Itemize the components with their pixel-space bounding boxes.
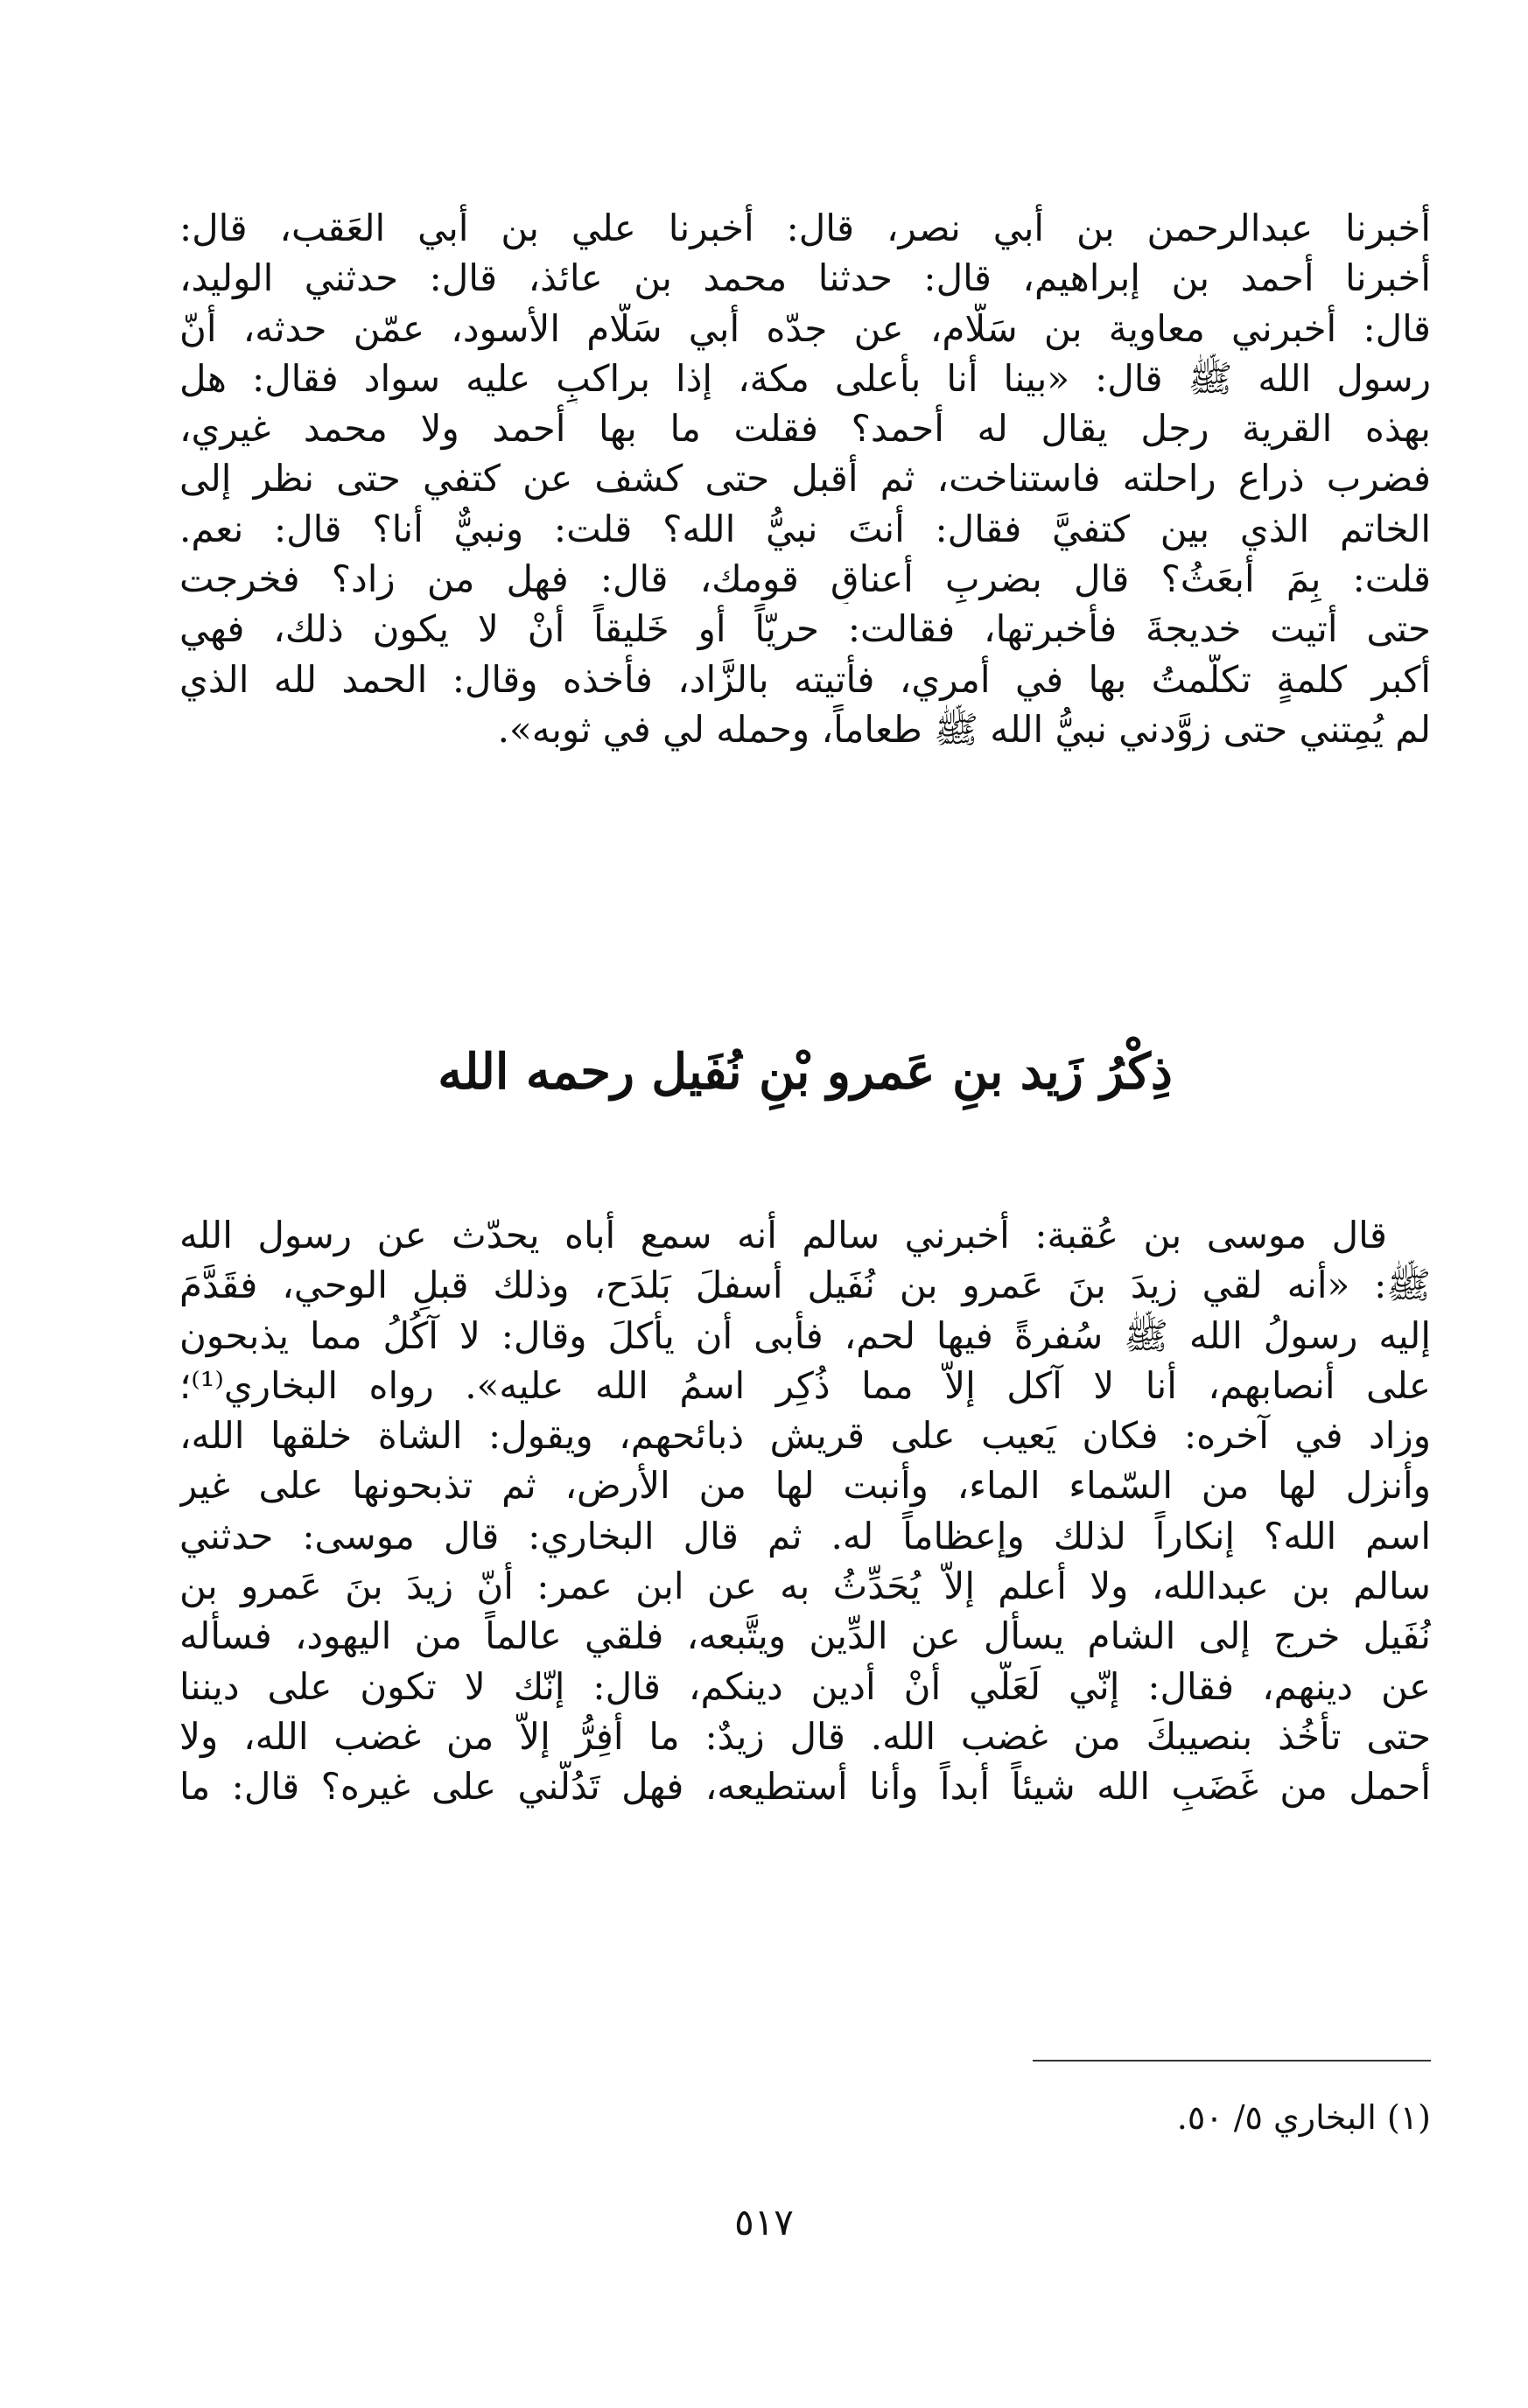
- text-line: فضرب ذراع راحلته فاستناخت، ثم أقبل حتى كشف عن كتفي حتى نظر إلى: [179, 457, 1431, 500]
- text-line: الخاتم الذي بين كتفيَّ فقال: أنتَ نبيُّ الله؟ قلت: ونبيٌّ أنا؟ قال: نعم.: [179, 507, 1431, 550]
- text-line: أخبرنا أحمد بن إبراهيم، قال: حدثنا محمد بن عائذ، قال: حدثني الوليد،: [179, 256, 1431, 300]
- footnote-divider: [1033, 2060, 1431, 2062]
- text-line: قال موسى بن عُقبة: أخبرني سالم أنه سمع أباه يحدّث عن رسول الله: [179, 1214, 1387, 1256]
- text-line: عن دينهم، فقال: إنّي لَعَلّي أنْ أدين دينكم، قال: إنّك لا تكون على ديننا: [179, 1664, 1431, 1708]
- text-line: حتى أتيت خديجةَ فأخبرتها، فقالت: حريّاً أو خَليقاً أنْ لا يكون ذلك، فهي: [179, 607, 1431, 651]
- text-line: ﷺ: «أنه لقي زيدَ بنَ عَمرو بن نُفَيل أسفلَ بَلدَح، وذلك قبلِ الوحي، فقَدَّمَ: [179, 1264, 1431, 1307]
- text-line: بهذه القرية رجل يقال له أحمد؟ فقلت ما بها أحمد ولا محمد غيري،: [179, 407, 1431, 451]
- footnote: (١) البخاري ٥/ ٥٠.: [1176, 2098, 1431, 2137]
- text-line: أخبرنا عبدالرحمن بن أبي نصر، قال: أخبرنا علي بن أبي العَقب، قال:: [179, 206, 1431, 249]
- text-line: قلت: بِمَ أُبعَثُ؟ قال بضربِ أعناقِ قومك، قال: فهل من زاد؟ فخرجت: [179, 557, 1431, 601]
- section-heading: ذِكْرُ زَيد بنِ عَمرو بْنِ نُفَيل رحمه الله: [438, 1043, 1173, 1101]
- text-line: على أنصابهم، أنا لا آكل إلاّ مما ذُكِر اسمُ الله عليه». رواه البخاري⁽¹⁾؛: [179, 1363, 1431, 1407]
- text-line: وزاد في آخره: فكان يَعيب على قريش ذبائحهم، ويقول: الشاة خلقها الله،: [179, 1414, 1431, 1458]
- text-line: وأنزل لها من السّماء الماء، وأنبت لها من الأرض، ثم تذبحونها على غير: [179, 1464, 1431, 1508]
- paragraph-zayd-section: [179, 1210, 1431, 1812]
- text-line: نُفَيل خرج إلى الشام يسأل عن الدِّين ويتَّبعه، فلقي عالماً من اليهود، فسأله: [179, 1614, 1431, 1658]
- text-line: رسول الله ﷺ قال: «بينا أنا بأعلى مكة، إذا براكبٍ عليه سواد فقال: هل: [179, 356, 1431, 400]
- text-line: قال: أخبرني معاوية بن سَلّام، عن جدّه أبي سَلّام الأسود، عمّن حدثه، أنّ: [179, 306, 1431, 350]
- text-line: سالم بن عبدالله، ولا أعلم إلاّ يُحَدِّثُ به عن ابن عمر: أنّ زيدَ بنَ عَمرو بن: [179, 1564, 1431, 1608]
- text-line: اسم الله؟ إنكاراً لذلك وإعظاماً له. ثم قال البخاري: قال موسى: حدثني: [179, 1514, 1431, 1558]
- text-line: إليه رسولُ الله ﷺ سُفرةً فيها لحم، فأبى أن يأكلَ وقال: لا آكُلُ مما يذبحون: [179, 1313, 1431, 1357]
- text-line: حتى تأخُذ بنصيبكَ من غضب الله. قال زيدٌ: ما أفِرُّ إلاّ من غضب الله، ولا: [179, 1714, 1431, 1758]
- page-number: ٥١٧: [734, 2201, 794, 2244]
- paragraph-hadith-narration: [179, 203, 1431, 754]
- text-line: أحمل من غَضَبِ الله شيئاً أبداً وأنا أستطيعه، فهل تَدُلّني على غيره؟ قال: ما: [179, 1765, 1431, 1809]
- text-line-last: لم يُمِتني حتى زوَّدني نبيُّ الله ﷺ طعاماً، وحمله لي في ثوبه».: [497, 707, 1431, 751]
- text-line: أكبر كلمةٍ تكلَّمتُ بها في أمري، فأتيته بالزَّاد، فأخذه وقال: الحمد لله الذي: [179, 657, 1431, 701]
